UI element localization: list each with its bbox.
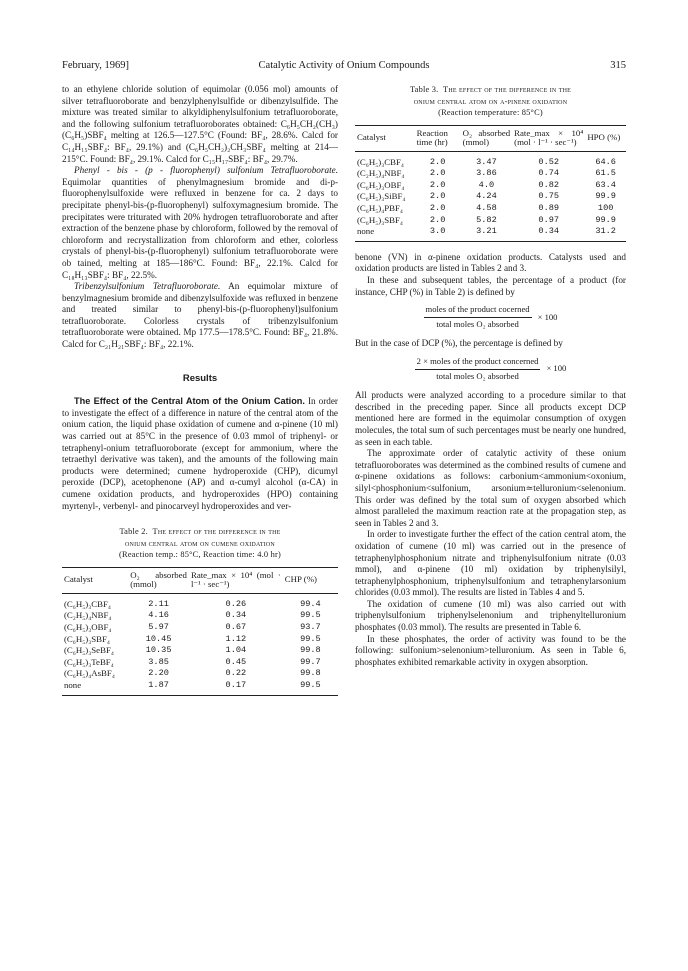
formula2-multiplier: × 100: [546, 363, 567, 374]
value-cell: 4.0: [478, 179, 495, 190]
table-row: [62, 622, 338, 634]
table-row: [355, 191, 626, 203]
table3: [355, 125, 626, 242]
value-cell: 0.26: [225, 598, 247, 609]
value-cell: 99.8: [300, 645, 321, 656]
phenyl-body: Equimolar quantities of phenylmagnesium bromide and di-p-fluorophenylsulfoxide were refluxed in benzene for ca. 2 days to precipitate phenyl-bis-(p-fluorophenyl) sulfoxymagnesium bromide. The precipitates were triturated with 20% hydrogen tetrafluoroborate and after extraction of the benzene phase by chloroform, followed by the removal of chloroform and recrystallization from chloroform and ether, colorless crystals of phenyl-bis-(p-fluorophenyl) sulfonium tetrafluoroborate were ob tained, melting at 185—186°C. Found: BF₄, 22.1%. Calcd for C₁₈H₁₃SBF₄: BF₄, 22.5%.: [62, 176, 338, 280]
value-cell: 0.52: [538, 156, 560, 167]
value-cell: 3.0: [429, 226, 446, 237]
value-cell: 4.16: [148, 610, 169, 621]
formula1-denominator: total moles O₂ absorbed: [436, 318, 519, 329]
para-4: All products were analyzed according to a procedure similar to that described in the preceding paper. Since all products except DCP mentioned here are formed in the equimolar consumption of oxygen molecules, the total sum of such percentages must be nearly one hundred, as seen in each table.: [355, 390, 626, 447]
catalyst-cell: (C₆H₅)₃OBF₄: [64, 622, 112, 633]
value-cell: 4.58: [476, 203, 497, 214]
value-cell: 2.0: [429, 168, 446, 179]
para-7: The oxidation of cumene (10 ml) was also carried out with triphenylsulfonium triphenylselenonium and triphenyltelluronium phosphates (0.03 mmol). The results are presented in Table 6.: [355, 598, 626, 633]
value-cell: 1.87: [148, 680, 169, 691]
catalyst-cell: (C₆H₅)₃SeBF₄: [64, 645, 114, 656]
running-header: [62, 60, 626, 76]
table-row: [62, 645, 338, 657]
table3-caption-l3: (Reaction temperature: 85°C): [438, 108, 543, 117]
para-6: In order to investigate further the effect of the cation central atom, the oxidation of cumene (10 ml) was carried out in the presence of tetraphenylphosphonium nitrate and triphenylsulfonium nitrate (0.03 mmol), and α-pinene (10 ml) oxidation by triphenylsilyl, tetraphenylphosphonium, triphenylsulfonium and tetraphenylarsonium chlorides (0.03 mmol). The results are listed in Tables 4 and 5.: [355, 529, 626, 598]
value-cell: 1.12: [225, 633, 247, 644]
results-heading: Results: [182, 372, 218, 384]
table-row: [62, 657, 338, 669]
value-cell: 99.8: [300, 668, 321, 679]
value-cell: 10.35: [145, 645, 172, 656]
catalyst-cell: (C₆H₅)₄AsBF₄: [64, 668, 115, 679]
value-cell: 99.5: [300, 633, 321, 644]
value-cell: 10.45: [145, 633, 172, 644]
catalyst-cell: (C₆H₅)₃CBF₄: [64, 598, 111, 609]
value-cell: 0.34: [225, 610, 247, 621]
para-5: The approximate order of catalytic activity of these onium tetrafluoroborates was determined as the combined results of cumene and α-pinene oxidations as follows: carbonium<ammonium<oxonium, silyl<phosphonium<sulfonium, arsonium≃telluronium<selenonium. This order was defined by the total sum of oxygen absorbed which almost paralleled the maximum reaction rate at the propagation step, as seen in Tables 2 and 3.: [355, 448, 626, 528]
tribenzyl-body: An equimolar mixture of benzylmagnesium bromide and dibenzylsulfoxide was refluxed in benzene and treated similar to phenyl-bis-(p-fluorophenyl)sulfonium tetrafluoroborate. Colorless crystals of tribenzylsulfonium tetrafluoroborate were obtained. Mp 177.5—178.5°C. Found: BF₄, 21.8%. Calcd for C₂₁H₂₁SBF₄: BF₄, 22.1%.: [62, 281, 338, 350]
value-cell: 93.7: [300, 622, 321, 633]
catalyst-cell: none: [357, 226, 375, 237]
value-cell: 3.47: [476, 156, 497, 167]
value-cell: 2.0: [429, 156, 446, 167]
value-cell: 2.0: [429, 191, 446, 202]
table3-header: Rate_max × 10⁴ (mol · l⁻¹ · sec⁻¹): [514, 127, 584, 148]
value-cell: 99.9: [595, 191, 616, 202]
value-cell: 61.5: [595, 168, 616, 179]
table-row: [62, 668, 338, 680]
value-cell: 1.04: [225, 645, 247, 656]
effect-paragraph: [62, 396, 338, 512]
table3-header: Reaction time (hr): [416, 127, 448, 148]
value-cell: 4.24: [476, 191, 497, 202]
left-column: [62, 84, 338, 696]
value-cell: 0.22: [225, 668, 247, 679]
page-number: 315: [610, 60, 626, 71]
para-1: benone (VN) in α-pinene oxidation products. Catalysts used and oxidation products are listed in Tables 2 and 3.: [355, 251, 626, 274]
catalyst-cell: (C₆H₅)₃CBF₄: [357, 156, 404, 167]
table2-caption-l1: The effect of the difference in the: [152, 527, 281, 537]
table-row: [62, 610, 338, 622]
value-cell: 3.21: [476, 226, 497, 237]
table3-caption-l1: The effect of the difference in the: [443, 85, 572, 94]
para-3: But in the case of DCP (%), the percentage is defined by: [355, 338, 563, 349]
value-cell: 64.6: [595, 156, 616, 167]
value-cell: 3.85: [148, 656, 169, 667]
table-row: [355, 226, 626, 241]
value-cell: 2.20: [148, 668, 169, 679]
table3-header: HPO (%): [587, 132, 621, 143]
catalyst-cell: none: [64, 680, 82, 691]
value-cell: 0.97: [538, 214, 560, 225]
value-cell: 0.74: [538, 168, 560, 179]
table3-header: Catalyst: [357, 132, 386, 143]
value-cell: 0.67: [225, 622, 247, 633]
value-cell: 31.2: [595, 226, 616, 237]
formula2-denominator: total moles O₂ absorbed: [436, 370, 519, 381]
table2-caption-l3: (Reaction temp.: 85°C, Reaction time: 4.0 hr): [119, 550, 281, 560]
catalyst-cell: (C₆H₅)₃SBF₄: [357, 214, 403, 225]
table2-caption: [62, 526, 338, 561]
table-row: [355, 203, 626, 215]
value-cell: 3.86: [476, 168, 497, 179]
value-cell: 99.4: [300, 598, 321, 609]
value-cell: 99.9: [595, 214, 616, 225]
phenyl-heading: Phenyl - bis - (p - fluorophenyl) sulfonium Tetrafluoroborate.: [74, 165, 338, 176]
catalyst-cell: (C₂H₅)₄NBF₄: [64, 610, 112, 621]
formula-2: [355, 356, 626, 382]
catalyst-cell: (C₆H₅)₄PBF₄: [357, 203, 403, 214]
catalyst-cell: (C₂H₅)₄NBF₄: [357, 168, 405, 179]
para-2: In these and subsequent tables, the percentage of a product (for instance, CHP (%) in Table 2) is defined by: [355, 275, 626, 297]
table2-header: O₂ absorbed (mmol): [130, 569, 187, 590]
catalyst-cell: (C₆H₅)₃OBF₄: [357, 179, 405, 190]
catalyst-cell: (C₆H₅)₃SBF₄: [64, 633, 110, 644]
formula1-multiplier: × 100: [537, 311, 558, 322]
formula-1: [355, 304, 626, 330]
value-cell: 2.0: [429, 179, 446, 190]
table2-label: Table 2.: [119, 527, 148, 537]
value-cell: 99.5: [300, 610, 321, 621]
right-column: [355, 84, 626, 668]
table2-caption-l2: onium central atom on cumene oxidation: [125, 538, 275, 548]
value-cell: 63.4: [595, 179, 616, 190]
value-cell: 0.45: [225, 656, 247, 667]
table-row: [62, 680, 338, 695]
value-cell: 2.0: [429, 203, 446, 214]
value-cell: 2.11: [148, 598, 169, 609]
value-cell: 0.34: [538, 226, 560, 237]
value-cell: 99.7: [300, 656, 321, 667]
formula2-numerator: 2 × moles of the product concerned: [415, 356, 541, 370]
table-row: [355, 151, 626, 168]
value-cell: 0.82: [538, 179, 560, 190]
table2: [62, 567, 338, 696]
table3-caption: [355, 84, 626, 119]
value-cell: 5.82: [476, 214, 497, 225]
tribenzyl-heading: Tribenzylsulfonium Tetrafluoroborate.: [74, 281, 221, 292]
table2-header: Rate_max × 10⁴ (mol · l⁻¹ · sec⁻¹): [190, 569, 281, 590]
catalyst-cell: (C₆H₅)₃SiBF₄: [357, 191, 406, 202]
value-cell: 0.75: [538, 191, 560, 202]
table3-header: O₂ absorbed (mmol): [462, 127, 511, 148]
value-cell: 0.89: [538, 203, 560, 214]
value-cell: 2.0: [429, 214, 446, 225]
table3-label: Table 3.: [409, 85, 439, 94]
value-cell: 100: [597, 203, 614, 214]
para-8: In these phosphates, the order of activity was found to be the following: sulfonium>selenonium>telluronium. As seen in Table 6, phosphates exhibited remarkable activity in oxygen absorption.: [355, 633, 626, 667]
table2-header: CHP (%): [284, 574, 317, 585]
tribenzyl-paragraph: [62, 281, 338, 351]
value-cell: 99.5: [300, 680, 321, 691]
table-row: [62, 593, 338, 610]
value-cell: 5.97: [148, 622, 169, 633]
header-title: Catalytic Activity of Onium Compounds: [258, 60, 430, 71]
effect-body: In order to investigate the effect of a difference in nature of the central atom of the onium cation, the liquid phase oxidation of cumene and α-pinene (10 ml) was carried out at 85°C in the presence of 0.03 mmol of triphenyl- or tetraphenyl-onium tetrafluoroborate (except for ammonium, where the tetraethyl derivative was taken), and the amounts of the following main products were determined; cumene hydroperoxide (CHP), dicumyl peroxide (DCP), acetophenone (AP) and α-cumyl alcohol (α-CA) in cumene oxidation products, and hydroperoxides (HPO) containing myrtenyl-, verbenyl- and pinocarveyl hydroperoxides and ver-: [62, 396, 338, 511]
table2-header: Catalyst: [64, 574, 93, 585]
table3-caption-l2: onium central atom on α-pinene oxidation: [413, 96, 568, 106]
catalyst-cell: (C₆H₅)₃TeBF₄: [64, 656, 114, 667]
formula1-numerator: moles of the product cocerned: [424, 304, 532, 318]
phenyl-paragraph: [62, 165, 338, 281]
table-row: [355, 215, 626, 227]
table-row: [62, 634, 338, 646]
table-row: [355, 168, 626, 180]
header-date: February, 1969]: [62, 60, 129, 71]
value-cell: 0.17: [225, 680, 247, 691]
table-row: [355, 180, 626, 192]
effect-heading: The Effect of the Central Atom of the Onium Cation.: [74, 396, 305, 407]
intro-paragraph: to an ethylene chloride solution of equimolar (0.056 mol) amounts of silver tetrafluoroborate and benzylphenylsulfide or dibenzylsulfide. The mixture was treated similar to alkyldiphenylsulfonium tetrafluoroborate, and the following sulfonium tetrafluoroborates obtained: C₆H₅CH₂(CH₃)(C₆H₅)SBF₄ melting at 126.5—127.5°C (Found: BF₄, 28.6%. Calcd for C₁₄H₁₅SBF₄: BF₄, 29.1%) and (C₆H₅CH₂)₂CH₃SBF₄ melting at 214—215°C. Found: BF₄, 29.1%. Calcd for C₁₅H₁₇SBF₄: BF₄, 29.7%.: [62, 84, 338, 164]
